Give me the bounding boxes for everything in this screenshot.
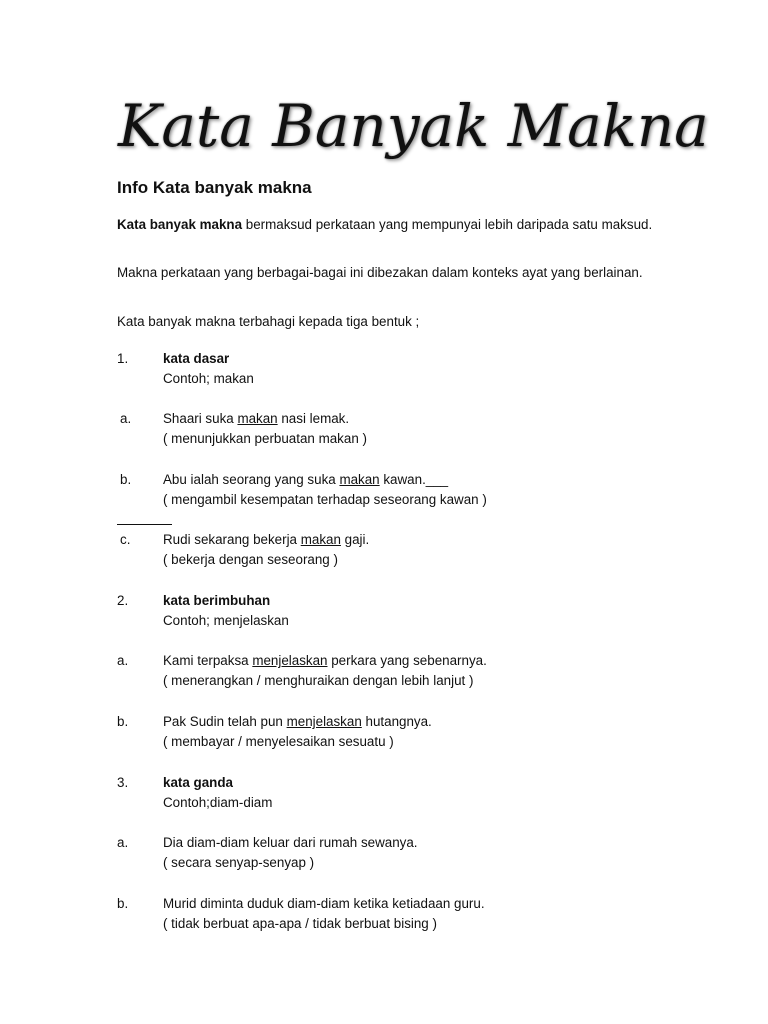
underlined-word: menjelaskan — [286, 714, 362, 729]
meaning-text: ( secara senyap-senyap ) — [163, 855, 315, 870]
sentence-post: gaji. — [340, 532, 370, 547]
s2-item-b-meaning — [0, 732, 768, 752]
section-1-heading — [0, 349, 768, 369]
underlined-word: makan — [237, 411, 278, 426]
example-text: Contoh; menjelaskan — [163, 613, 289, 628]
section-number: 3. — [117, 775, 129, 790]
s3-item-b — [0, 894, 768, 914]
item-marker: a. — [120, 411, 132, 426]
sentence: Dia diam-diam keluar dari rumah sewanya. — [163, 835, 418, 850]
sentence — [163, 651, 487, 671]
sentence-pre: Rudi sekarang bekerja — [163, 532, 301, 547]
underlined-word: menjelaskan — [252, 653, 328, 668]
sentence-post: perkara yang sebenarnya. — [327, 653, 487, 668]
example-text: Contoh; makan — [163, 371, 254, 386]
s2-item-a-meaning — [0, 671, 768, 691]
sentence-pre: Pak Sudin telah pun — [163, 714, 287, 729]
item-marker: b. — [117, 896, 129, 911]
intro-paragraph-1 — [117, 216, 653, 233]
sentence — [163, 470, 448, 490]
section-3-heading — [0, 773, 768, 793]
sentence-pre: Shaari suka — [163, 411, 238, 426]
meaning-text: ( mengambil kesempatan terhadap seseorang kawan ) — [163, 492, 487, 507]
page-title: Kata Banyak Makna — [118, 92, 709, 160]
section-number: 1. — [117, 351, 129, 366]
s1-item-b-meaning — [0, 490, 768, 510]
intro-definition: bermaksud perkataan yang mempunyai lebih daripada satu maksud. — [242, 217, 653, 232]
s1-item-c-meaning — [0, 550, 768, 570]
sentence-post: kawan.___ — [379, 472, 449, 487]
section-heading: kata ganda — [163, 775, 233, 790]
section-heading: kata berimbuhan — [163, 593, 271, 608]
s3-item-b-meaning — [0, 914, 768, 934]
s3-item-a — [0, 833, 768, 853]
sentence-pre: Kami terpaksa — [163, 653, 253, 668]
s1-item-a-meaning — [0, 429, 768, 449]
s1-item-c — [0, 530, 768, 550]
section-2-heading — [0, 591, 768, 611]
underlined-word: makan — [339, 472, 380, 487]
meaning-text: ( menerangkan / menghuraikan dengan lebih lanjut ) — [163, 673, 474, 688]
s1-item-a — [0, 409, 768, 429]
section-2-example — [0, 611, 768, 631]
section-number: 2. — [117, 593, 129, 608]
intro-paragraph-2: Makna perkataan yang berbagai-bagai ini dibezakan dalam konteks ayat yang berlainan. — [117, 265, 643, 280]
item-marker: b. — [117, 714, 129, 729]
item-marker: b. — [120, 472, 132, 487]
section-heading: kata dasar — [163, 351, 230, 366]
sentence-post: nasi lemak. — [277, 411, 350, 426]
meaning-text: ( membayar / menyelesaikan sesuatu ) — [163, 734, 394, 749]
meaning-text: ( bekerja dengan seseorang ) — [163, 552, 338, 567]
example-text: Contoh;diam-diam — [163, 795, 273, 810]
sentence — [163, 409, 349, 429]
horizontal-rule — [117, 524, 172, 525]
s1-item-b — [0, 470, 768, 490]
s2-item-b — [0, 712, 768, 732]
section-1-example — [0, 369, 768, 389]
intro-term: Kata banyak makna — [117, 217, 243, 232]
meaning-text: ( tidak berbuat apa-apa / tidak berbuat bising ) — [163, 916, 437, 931]
s3-item-a-meaning — [0, 853, 768, 873]
section-subtitle: Info Kata banyak makna — [117, 178, 312, 197]
section-3-example — [0, 793, 768, 813]
item-marker: a. — [117, 835, 129, 850]
sentence — [163, 712, 432, 732]
meaning-text: ( menunjukkan perbuatan makan ) — [163, 431, 367, 446]
sentence-pre: Abu ialah seorang yang suka — [163, 472, 340, 487]
item-marker: a. — [117, 653, 129, 668]
s2-item-a — [0, 651, 768, 671]
sentence — [163, 530, 369, 550]
sentence: Murid diminta duduk diam-diam ketika ketiadaan guru. — [163, 896, 485, 911]
sentence-post: hutangnya. — [361, 714, 432, 729]
intro-paragraph-3: Kata banyak makna terbahagi kepada tiga bentuk ; — [117, 314, 420, 329]
item-marker: c. — [120, 532, 131, 547]
underlined-word: makan — [300, 532, 341, 547]
